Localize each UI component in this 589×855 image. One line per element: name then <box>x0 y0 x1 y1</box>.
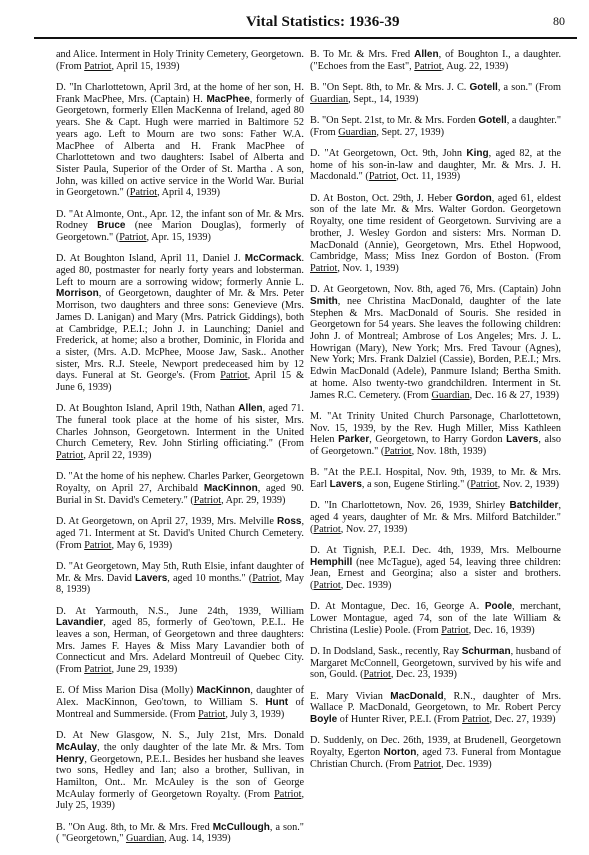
surname: MacPhee <box>206 93 250 105</box>
entry-text: D. "In Charlottetown, Nov. 26, 1939, Shirley <box>310 500 510 512</box>
source-date: , April 15, 1939) <box>111 60 180 72</box>
right-column <box>310 49 561 780</box>
source-newspaper: Patriot <box>313 580 341 592</box>
record-entry <box>310 691 561 726</box>
entry-text: , aged 71. Interment at St. David's United Church Cemetery. (From <box>56 516 304 551</box>
source-newspaper: Patriot <box>441 624 469 636</box>
record-entry <box>310 646 561 681</box>
source-newspaper: Patriot <box>84 539 112 551</box>
record-entry <box>310 735 561 770</box>
record-entry <box>56 209 304 244</box>
source-date: , April 15 & June 6, 1939) <box>56 370 305 394</box>
record-entry <box>310 193 561 275</box>
source-newspaper: Guardian <box>431 389 470 401</box>
entry-text: D. At Yarmouth, N.S., June 24th, 1939, William <box>56 605 304 617</box>
entry-text: , a son, Eugene Stirling." ( <box>361 478 471 490</box>
surname: Parker <box>338 434 370 446</box>
record-entry <box>310 545 561 592</box>
entry-text: , also of Georgetown." ( <box>310 434 562 457</box>
entry-text: D. Suddenly, on Dec. 26th, 1939, at Brudenell, Georgetown Royalty, Egerton <box>310 735 561 759</box>
source-date: , Nov. 1, 1939) <box>337 262 399 274</box>
entry-text: of Hunter River, P.E.I. (From <box>337 714 463 726</box>
entry-text: B. "On Sept. 21st, to Mr. & Mrs. Forden <box>310 115 479 126</box>
surname: Lavers <box>506 434 539 446</box>
surname: Ross <box>276 516 302 528</box>
header-rule <box>34 37 577 39</box>
source-newspaper: Patriot <box>129 187 158 199</box>
source-date: , Apr. 15, 1939) <box>146 232 211 244</box>
source-newspaper: Guardian <box>125 833 165 845</box>
entry-text: M. "At Trinity United Church Parsonage, Charlottetown, Nov. 15, 1939, by the Rev. Hugh Miller, Miss Kathleen Helen <box>310 410 561 446</box>
source-newspaper: Patriot <box>384 445 412 457</box>
surname: MacKinnon <box>203 483 258 495</box>
entry-text: , daughter of Alex. MacKinnon, Geo'town, to William S. <box>56 685 304 709</box>
source-newspaper: Patriot <box>119 232 147 244</box>
entry-text: , aged 90. Burial in St. David's Cemetery." ( <box>56 483 304 506</box>
source-date: , Nov. 2, 1939) <box>497 478 560 490</box>
source-newspaper: Patriot <box>252 572 280 584</box>
entry-text: D. At Boughton Island, April 11, Daniel J. <box>56 253 245 265</box>
entry-text: , a son." ( "Georgetown," <box>56 821 304 845</box>
entry-text: , aged 61, eldest son of the late Mr. & Mrs. Walter Gordon. Georgetown Royalty, one time resident of Georgetown. Surviving are a brother, J. Wesley Gordon and sisters: Mrs. Norman D. MacDonald (Annie), Georgetown, Mrs. Ethel Hopwood, Cambridge, Mass; Miss Inez Gordon of Boston. (From <box>310 192 562 263</box>
entry-text: , nee Christina MacDonald, daughter of the late Stephen & Mrs. MacDonald of Souris. She resided in Georgetown for 54 years. She leaves the following children: John J. of Montreal; Ambrose of Los Angeles; Mrs. J. L. Howrigan (Mary), New York; Mrs. Fred Tavour (Agnes), New York; Mrs. Frank Dalziel (Cassie), Borden, P.E.I.; Mrs. Edwin MacDonald (Adele), Panmure Island; Bertha Smith. at home. Also twenty-two grandchildren. Interment in St. James R.C. Cemetery. (From <box>310 295 561 401</box>
source-date: , Sept., 14, 1939) <box>348 93 419 105</box>
entry-text: D. At New Glasgow, N. S., July 21st, Mrs. Donald <box>56 730 304 742</box>
record-entry <box>56 606 304 676</box>
source-date: , Sept. 27, 1939) <box>376 126 445 138</box>
record-entry <box>310 601 561 636</box>
entry-text: , aged 4 years, daughter of Mr. & Mrs. Milford Batchilder." ( <box>310 500 561 535</box>
surname: Henry <box>56 753 85 765</box>
record-entry <box>310 148 561 183</box>
entry-text: , aged 73. Funeral from Montague Christian Church. (From <box>310 747 561 770</box>
source-newspaper: Patriot <box>414 60 442 72</box>
entry-text: , formerly of Georgetown, formerly Ellen MacKenna of Ireland, aged 80 years. She & Capt. Hugh were married in Baltimore 52 years ago. Left to Mourn are two sons: Father W.A. MacPhee of Alberta and H. Frank MacPhee of Charlottetown and two daughters: Isabel of Alberta and Sister Paula, Superior of the Order of St. Martha . A son, John, was killed on active service in the World War. Burial in Georgetown." ( <box>56 93 304 199</box>
entry-text: , aged 71. The funeral took place at the home of his sister, Mrs. Charles Johnson, Georgetown. Interment in the United Church Cemetery, Rev. John Stirling officiating." (From <box>56 403 304 450</box>
source-newspaper: Patriot <box>313 523 341 535</box>
source-date: , June 29, 1939) <box>111 664 178 676</box>
source-newspaper: Guardian <box>338 126 377 138</box>
record-entry <box>310 411 561 458</box>
entry-text: , of Boughton I., a daughter. ("Echoes from the East", <box>310 49 562 72</box>
entry-text: D. At Montague, Dec. 16, George A. <box>310 601 485 613</box>
source-date: , Dec. 1939) <box>340 580 392 592</box>
record-entry <box>310 82 561 105</box>
surname: McCormack <box>244 253 302 265</box>
entry-text: , Georgetown, P.E.I.. Besides her husband she leaves two sons, Hedley and Ian; also a brother, Sullivan, in Hamilton, Ont.. Mr. McAuley is the son of George McAulay formerly of Georgetown Royalty. (From <box>56 753 304 800</box>
record-entry <box>310 467 561 490</box>
surname: McAulay <box>56 741 98 753</box>
entry-text: , a son." (From <box>497 82 561 93</box>
surname: Morrison <box>56 288 99 300</box>
entry-text: , R.N., daughter of Mrs. Wallace P. MacDonald, Georgetown, to Mr. Robert Percy <box>310 690 562 714</box>
entry-text: B. "On Aug. 8th, to Mr. & Mrs. Fred <box>56 821 213 833</box>
entry-text: D. In Dodsland, Sask., recently, Ray <box>310 646 462 658</box>
record-entry <box>310 49 561 72</box>
source-date: , Aug. 22, 1939) <box>441 60 509 72</box>
source-newspaper: Patriot <box>198 708 226 720</box>
source-newspaper: Patriot <box>368 171 397 183</box>
entry-text: D. At Boughton Island, April 19th, Nathan <box>56 403 239 415</box>
source-newspaper: Patriot <box>462 714 490 726</box>
record-entry <box>310 500 561 535</box>
surname: MacDonald <box>390 690 444 702</box>
entry-text: (nee Marion Douglas), formerly of Georgetown." ( <box>56 220 304 244</box>
surname: Hunt <box>265 697 289 709</box>
surname: Lavandier <box>56 617 104 629</box>
entry-text: D. "In Charlottetown, April 3rd, at the home of her son, H. Frank MacPhee, Mrs. (Captain) H. <box>56 82 304 105</box>
record-entry <box>56 822 304 845</box>
surname: Allen <box>238 403 263 415</box>
entry-text: B. "On Sept. 8th, to Mr. & Mrs. J. C. <box>310 82 470 93</box>
surname: Gordon <box>455 192 492 204</box>
entry-text: D. At Georgetown, Nov. 8th, aged 76, Mrs. (Captain) John <box>310 284 561 296</box>
source-newspaper: Patriot <box>84 664 112 676</box>
surname: MacKinnon <box>196 685 251 697</box>
source-date: , April 22, 1939) <box>83 450 152 462</box>
page-title: Vital Statistics: 1936-39 <box>246 14 400 30</box>
source-date: , April 4, 1939) <box>157 187 221 199</box>
source-newspaper: Patriot <box>413 758 441 770</box>
surname: Smith <box>310 295 338 307</box>
source-date: , July 3, 1939) <box>225 708 285 720</box>
surname: Hemphill <box>310 556 353 568</box>
record-entry <box>56 516 304 551</box>
entry-text: B. "At the P.E.I. Hospital, Nov. 9th, 1939, to Mr. & Mrs. Earl <box>310 467 561 490</box>
source-newspaper: Patriot <box>56 450 84 462</box>
record-entry <box>56 685 304 720</box>
surname: McCullough <box>212 821 270 833</box>
entry-text: , merchant, Lower Montague, aged 74, son of the late William & Christina (Leslie) Poole. (From <box>310 601 561 636</box>
source-date: , July 25, 1939) <box>56 788 304 812</box>
entry-text: , husband of Margaret McConnell, Georgetown, survived by his wife and son, Gould. ( <box>310 646 561 681</box>
entry-text: E. Mary Vivian <box>310 690 391 702</box>
record-entry <box>310 284 561 401</box>
entry-text: D. "At Georgetown, May 5th, Ruth Elsie, infant daughter of Mr. & Mrs. David <box>56 560 304 584</box>
entry-text: , of Georgetown, daughter of Mr. & Mrs. Peter Morrison, two daughters and three sons: Genevieve (Mrs. James D. Lanigan) and Mary (Mrs. Patrick Giddings), both at Cambridge, P.E.I.; John J. in Launching; Daniel and Frederick, at home; also a brother, Dominic, in Florida and a sister, (Mrs. A.D. McPhee, Moose Jaw, Sask.. Another sister, Mrs. R.J. Steele, Newport predeceased him by 12 days. Funeral at St. George's. (From <box>56 288 304 382</box>
entry-text: (nee McTague), aged 54, leaving three children: Jean, Ernest and Georgina; also a sister and brothers. ( <box>310 556 561 592</box>
source-newspaper: Patriot <box>363 669 391 681</box>
entry-text: , Georgetown, to Harry Gordon <box>369 434 507 446</box>
entry-text: and Alice. Interment in Holy Trinity Cemetery, Georgetown. (From <box>56 49 304 72</box>
source-newspaper: Patriot <box>470 478 498 490</box>
surname: Poole <box>484 601 513 613</box>
record-entry <box>56 49 304 72</box>
surname: Bruce <box>97 220 126 232</box>
source-newspaper: Patriot <box>193 494 222 506</box>
surname: Allen <box>414 49 439 60</box>
source-newspaper: Patriot <box>220 370 248 382</box>
record-entry <box>310 115 561 138</box>
entry-text: D. "At Georgetown, Oct. 9th, John <box>310 148 467 159</box>
entry-text: D. At Boston, Oct. 29th, J. Heber <box>310 192 456 204</box>
entry-text: . aged 80, postmaster for nearly forty years and lobsterman. Left to mourn are a sorrowing widow; formerly Annie L. <box>56 253 304 288</box>
record-entry <box>56 471 304 506</box>
entry-text: , aged 85, formerly of Geo'town, P.E.I.. He leaves a son, Herman, of Georgetown and three daughters: Mrs. James F. Hayes & Miss Mary Lavandier both of Connecticut and Mrs. Adelard Montreuil of Quebec City. (From <box>56 617 304 676</box>
left-column <box>56 49 304 855</box>
source-date: , Dec. 27, 1939) <box>489 714 556 726</box>
page-number: 80 <box>553 14 565 28</box>
source-newspaper: Guardian <box>310 93 349 105</box>
surname: Gotell <box>469 82 498 93</box>
entry-text: D. "At the home of his nephew. Charles Parker, Georgetown Royalty, on April 27, Archibald <box>56 471 304 495</box>
entry-text: , the only daughter of the late Mr. & Mrs. Tom <box>97 741 304 753</box>
surname: Lavers <box>135 572 168 584</box>
entry-text: D. At Georgetown, on April 27, 1939, Mrs. Melville <box>56 516 277 528</box>
surname: Schurman <box>461 646 511 658</box>
source-date: , Dec. 16 & 27, 1939) <box>469 389 559 401</box>
surname: Batchilder <box>509 500 559 512</box>
source-date: , Oct. 11, 1939) <box>396 171 461 183</box>
record-entry <box>56 82 304 199</box>
source-newspaper: Patriot <box>274 788 302 800</box>
record-entry <box>56 403 304 462</box>
source-date: , Nov. 27, 1939) <box>340 523 408 535</box>
source-date: , Dec. 23, 1939) <box>390 669 457 681</box>
entry-text: B. To Mr. & Mrs. Fred <box>310 49 415 60</box>
surname: Boyle <box>310 714 338 726</box>
surname: Lavers <box>329 478 362 490</box>
entry-text: , aged 82, at the home of his son-in-law and daughter, Mr. & Mrs. J. H. Macdonald." ( <box>310 148 561 183</box>
source-date: , May 8, 1939) <box>56 572 304 596</box>
entry-text: E. Of Miss Marion Disa (Molly) <box>56 685 197 697</box>
surname: Gotell <box>478 115 507 126</box>
source-date: , Nov. 18th, 1939) <box>411 445 487 457</box>
source-date: , Dec. 16, 1939) <box>468 624 535 636</box>
entry-text: of Montreal and Summerside. (From <box>56 697 304 720</box>
record-entry <box>56 253 304 393</box>
surname: Norton <box>383 747 417 759</box>
surname: King <box>466 148 489 159</box>
entry-text: D. "At Almonte, Ont., Apr. 12, the infant son of Mr. & Mrs. Rodney <box>56 208 304 232</box>
entry-text: , a daughter." (From <box>310 115 561 138</box>
source-date: , Dec. 1939) <box>440 758 492 770</box>
source-date: , May 6, 1939) <box>111 539 173 551</box>
source-date: , Apr. 29, 1939) <box>221 494 286 506</box>
record-entry <box>56 561 304 596</box>
entry-text: D. At Tignish, P.E.I. Dec. 4th, 1939, Mrs. Melbourne <box>310 544 561 556</box>
source-newspaper: Patriot <box>310 262 338 274</box>
source-date: , Aug. 14, 1939) <box>164 833 231 845</box>
source-newspaper: Patriot <box>84 60 112 72</box>
entry-text: , aged 10 months." ( <box>167 572 253 584</box>
